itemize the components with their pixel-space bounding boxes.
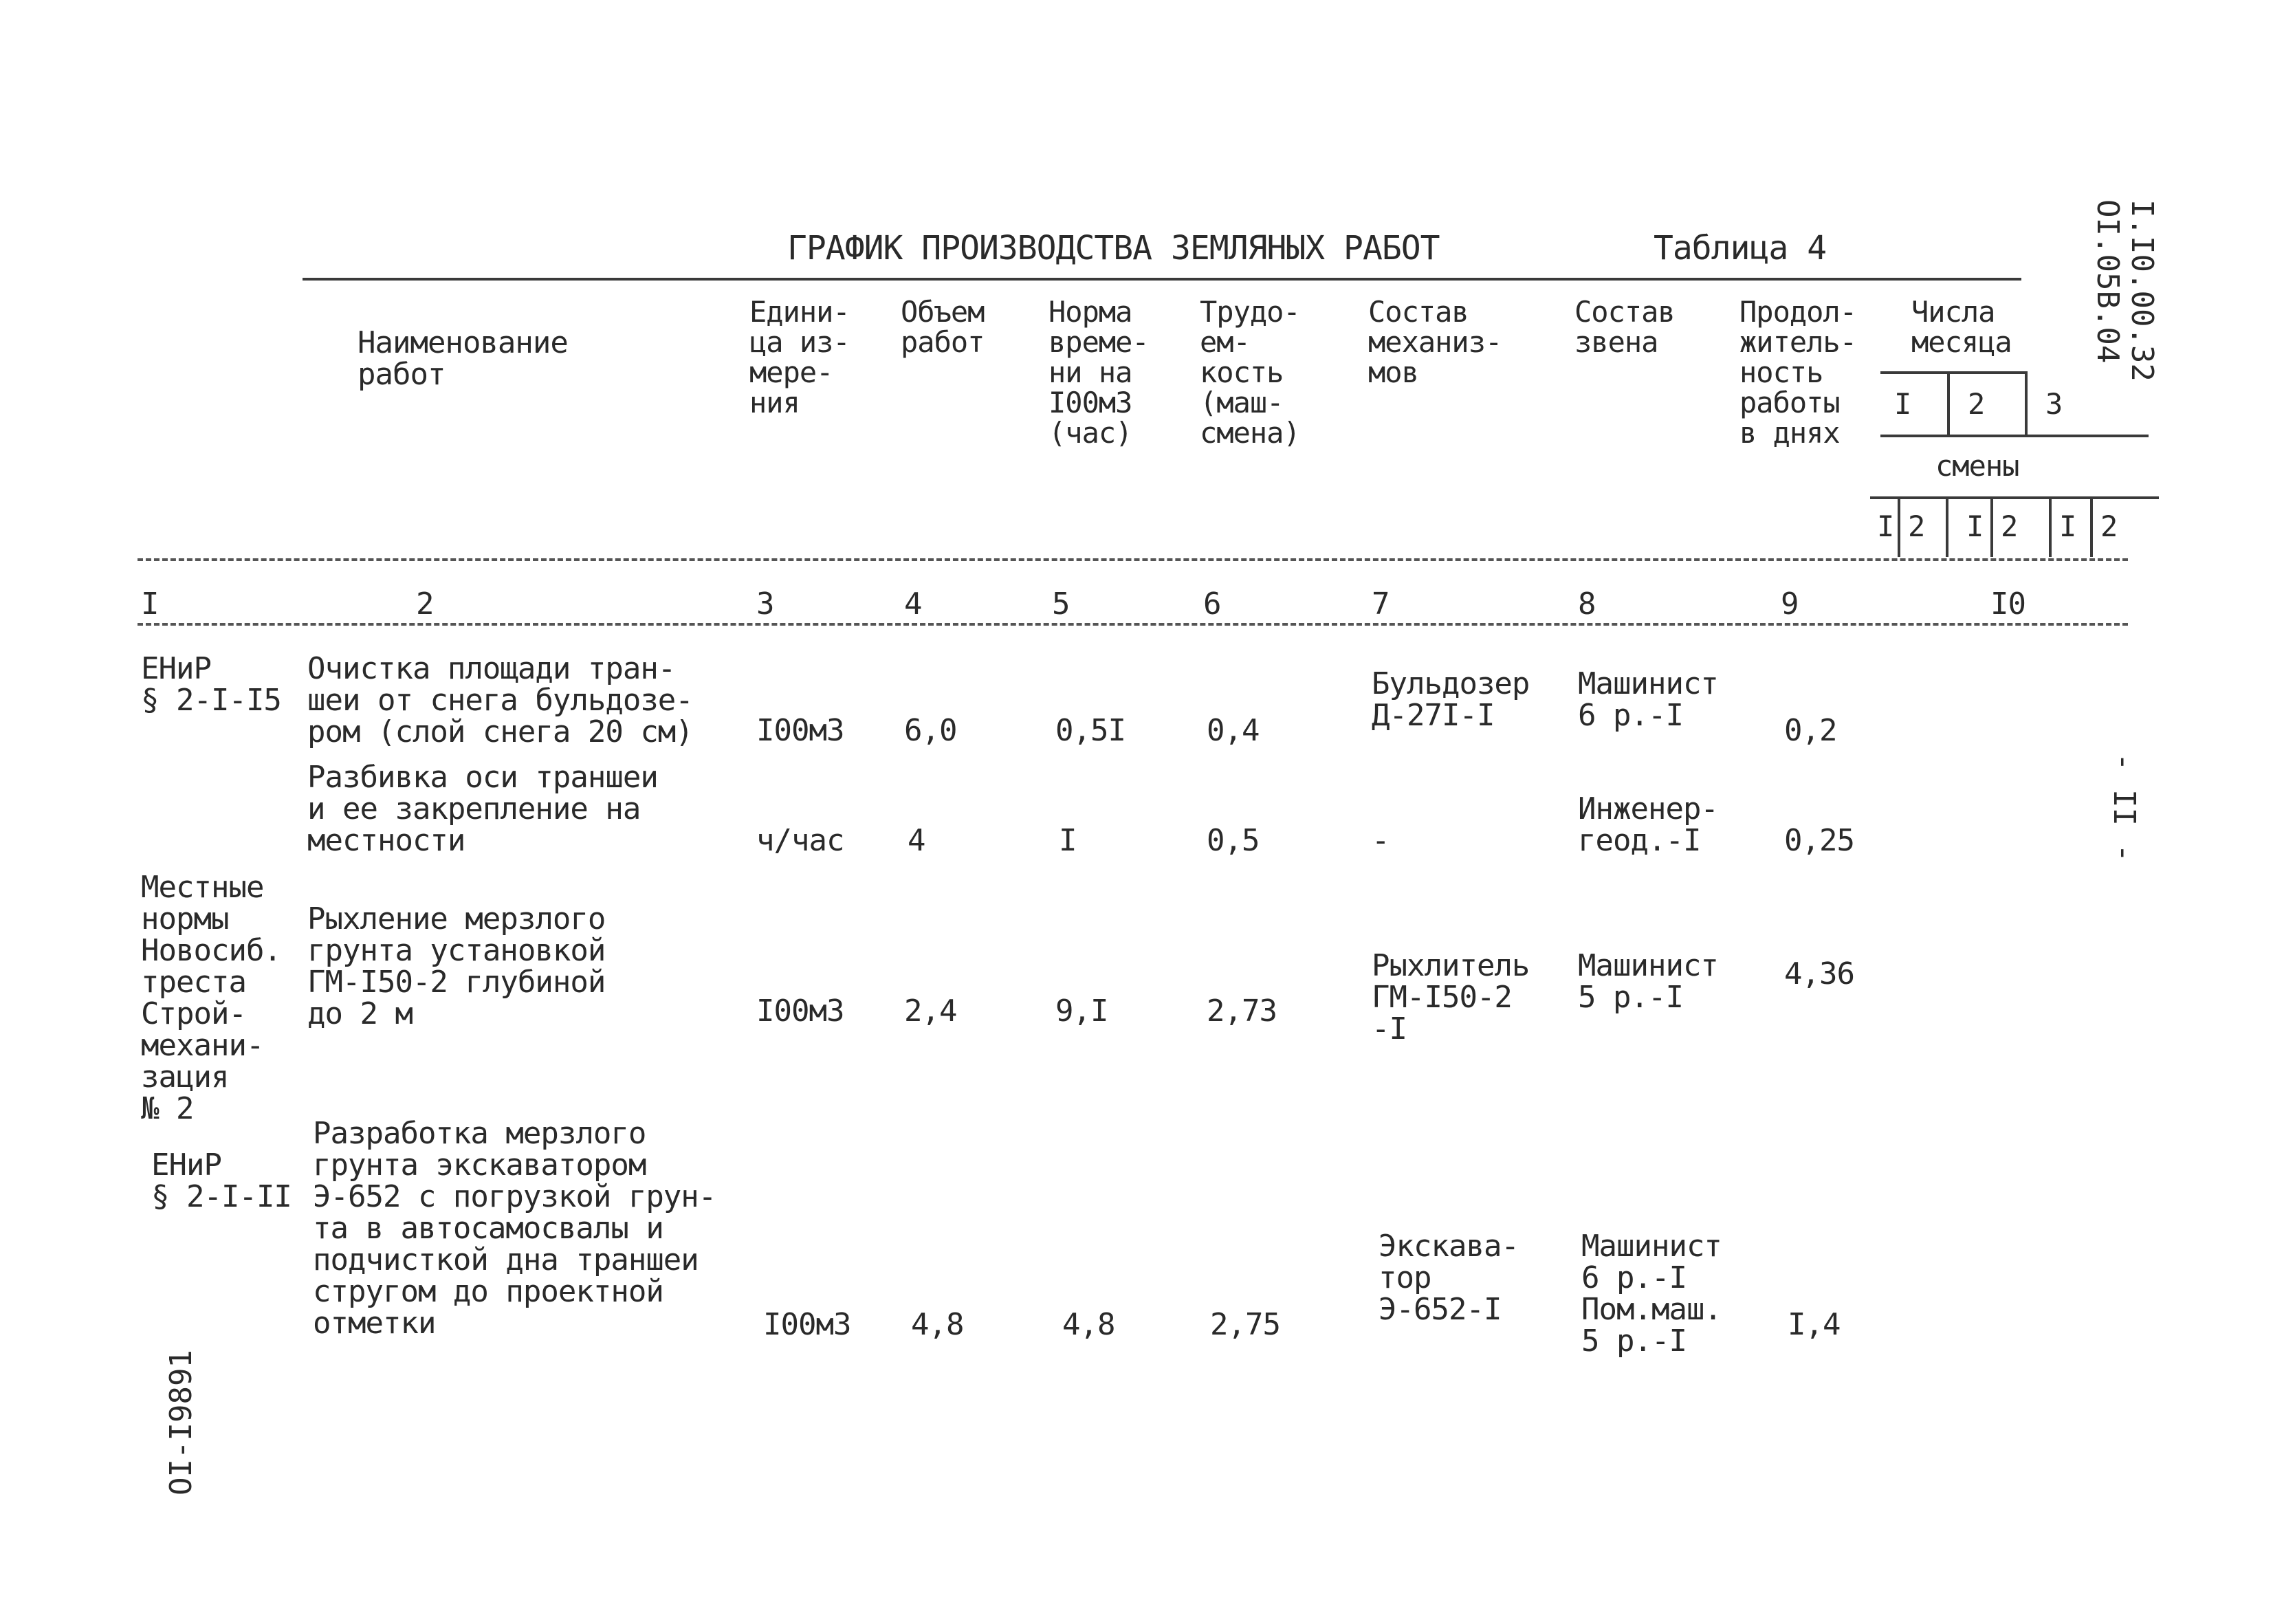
shift-divider-5 xyxy=(2090,498,2093,557)
row-3-crew: Машинист 5 р.-I xyxy=(1578,948,1718,1015)
row-1-machines: Бульдозер Д-27I-I xyxy=(1372,666,1530,733)
row-3-machines: Рыхлитель ГМ-I50-2 -I xyxy=(1372,948,1530,1046)
shift-cell-6: 2 xyxy=(2100,509,2118,543)
shift-cell-5: I xyxy=(2059,509,2076,543)
row-3-ref: Местные нормы Новосиб. треста Строй- механи- зация № 2 xyxy=(141,870,281,1126)
shift-divider-4 xyxy=(2049,498,2052,557)
row-3-duration: 4,36 xyxy=(1784,956,1854,991)
archive-stamp: OI-I9891 xyxy=(164,1350,199,1495)
header-duration: Продол- житель- ность работы в днях xyxy=(1739,295,1857,450)
col-number-7: 7 xyxy=(1372,586,1390,622)
col-number-1: I xyxy=(141,586,159,622)
col-numbers-rule xyxy=(138,623,2128,626)
shift-divider-3 xyxy=(1990,498,1993,557)
shifts-top-rule xyxy=(1880,435,2149,437)
row-2-name: Разбивка оси траншеи и ее закрепление на местности xyxy=(307,760,658,858)
page-number: - II - xyxy=(2107,753,2142,862)
row-1-norm: 0,5I xyxy=(1055,713,1125,748)
shift-cell-1: I xyxy=(1877,509,1894,543)
header-crew: Состав звена xyxy=(1574,295,1675,359)
header-dates: Числа месяца xyxy=(1911,295,2012,359)
col-number-4: 4 xyxy=(904,586,922,622)
row-2-norm: I xyxy=(1059,823,1077,858)
row-4-name: Разработка мерзлого грунта экскаватором Э-652 с погрузкой грун- та в автосамосвалы и подчисткой дна траншеи стругом до проектной отметки xyxy=(313,1116,716,1341)
row-4-duration: I,4 xyxy=(1788,1307,1841,1342)
row-3-unit: I00м3 xyxy=(756,994,844,1029)
header-volume: Объем работ xyxy=(901,295,985,359)
row-1-duration: 0,2 xyxy=(1784,713,1837,748)
header-norm: Норма време- ни на I00м3 (час) xyxy=(1048,295,1149,450)
dates-divider-1 xyxy=(1947,371,1950,435)
row-4-norm: 4,8 xyxy=(1062,1307,1115,1342)
col-number-8: 8 xyxy=(1578,586,1596,622)
dates-rule xyxy=(1880,371,2025,374)
row-2-labor: 0,5 xyxy=(1207,823,1260,858)
row-1-volume: 6,0 xyxy=(904,713,957,748)
col-number-6: 6 xyxy=(1203,586,1221,622)
row-3-norm: 9,I xyxy=(1055,994,1108,1029)
table-label: Таблица 4 xyxy=(1654,229,1827,267)
row-4-labor: 2,75 xyxy=(1210,1307,1280,1342)
col-number-2: 2 xyxy=(416,586,434,622)
col-number-5: 5 xyxy=(1052,586,1070,622)
col-number-9: 9 xyxy=(1781,586,1799,622)
shift-cell-4: 2 xyxy=(2001,509,2018,543)
header-machines: Состав механиз- мов xyxy=(1368,295,1502,389)
header-name: Наименование работ xyxy=(358,325,568,392)
row-4-ref: ЕНиР § 2-I-II xyxy=(151,1148,292,1214)
row-1-name: Очистка площади тран- шеи от снега бульдозе- ром (слой снега 20 см) xyxy=(307,651,693,749)
row-1-labor: 0,4 xyxy=(1207,713,1260,748)
row-3-labor: 2,73 xyxy=(1207,994,1277,1029)
header-top-rule xyxy=(303,278,2021,281)
shift-cell-2: 2 xyxy=(1908,509,1925,543)
shifts-rule xyxy=(1870,496,2159,499)
dates-divider-2 xyxy=(2025,371,2028,435)
header-labor: Трудо- ем- кость (маш- смена) xyxy=(1200,295,1300,450)
row-4-volume: 4,8 xyxy=(911,1307,964,1342)
shift-divider-2 xyxy=(1946,498,1948,557)
row-2-unit: ч/час xyxy=(756,823,844,858)
col-number-10: I0 xyxy=(1990,586,2025,622)
date-cell-2: 2 xyxy=(1968,387,1985,421)
header-bottom-rule xyxy=(138,558,2128,561)
date-cell-3: 3 xyxy=(2045,387,2063,421)
header-shifts: смены xyxy=(1935,449,2019,483)
row-4-crew: Машинист 6 р.-I Пом.маш. 5 р.-I xyxy=(1581,1229,1722,1359)
shift-cell-3: I xyxy=(1966,509,1984,543)
row-2-crew: Инженер- геод.-I xyxy=(1578,791,1718,858)
date-cell-1: I xyxy=(1894,387,1911,421)
document-title: ГРАФИК ПРОИЗВОДСТВА ЗЕМЛЯНЫХ РАБОТ xyxy=(787,229,1440,267)
row-1-unit: I00м3 xyxy=(756,713,844,748)
header-unit: Едини- ца из- мере- ния xyxy=(749,295,850,419)
row-1-crew: Машинист 6 р.-I xyxy=(1578,666,1718,733)
row-3-name: Рыхление мерзлого грунта установкой ГМ-I50-2 глубиной до 2 м xyxy=(307,901,606,1031)
shift-divider-1 xyxy=(1898,498,1900,557)
row-2-machines: - xyxy=(1372,823,1390,858)
row-4-machines: Экскава- тор Э-652-I xyxy=(1379,1229,1519,1327)
row-3-volume: 2,4 xyxy=(904,994,957,1029)
row-2-duration: 0,25 xyxy=(1784,823,1854,858)
row-4-unit: I00м3 xyxy=(763,1307,851,1342)
row-2-volume: 4 xyxy=(908,823,925,858)
row-1-ref: ЕНиР § 2-I-I5 xyxy=(141,651,281,718)
document-code: I.I0.00.32 OI.05B.04 xyxy=(2090,199,2160,382)
col-number-3: 3 xyxy=(756,586,774,622)
